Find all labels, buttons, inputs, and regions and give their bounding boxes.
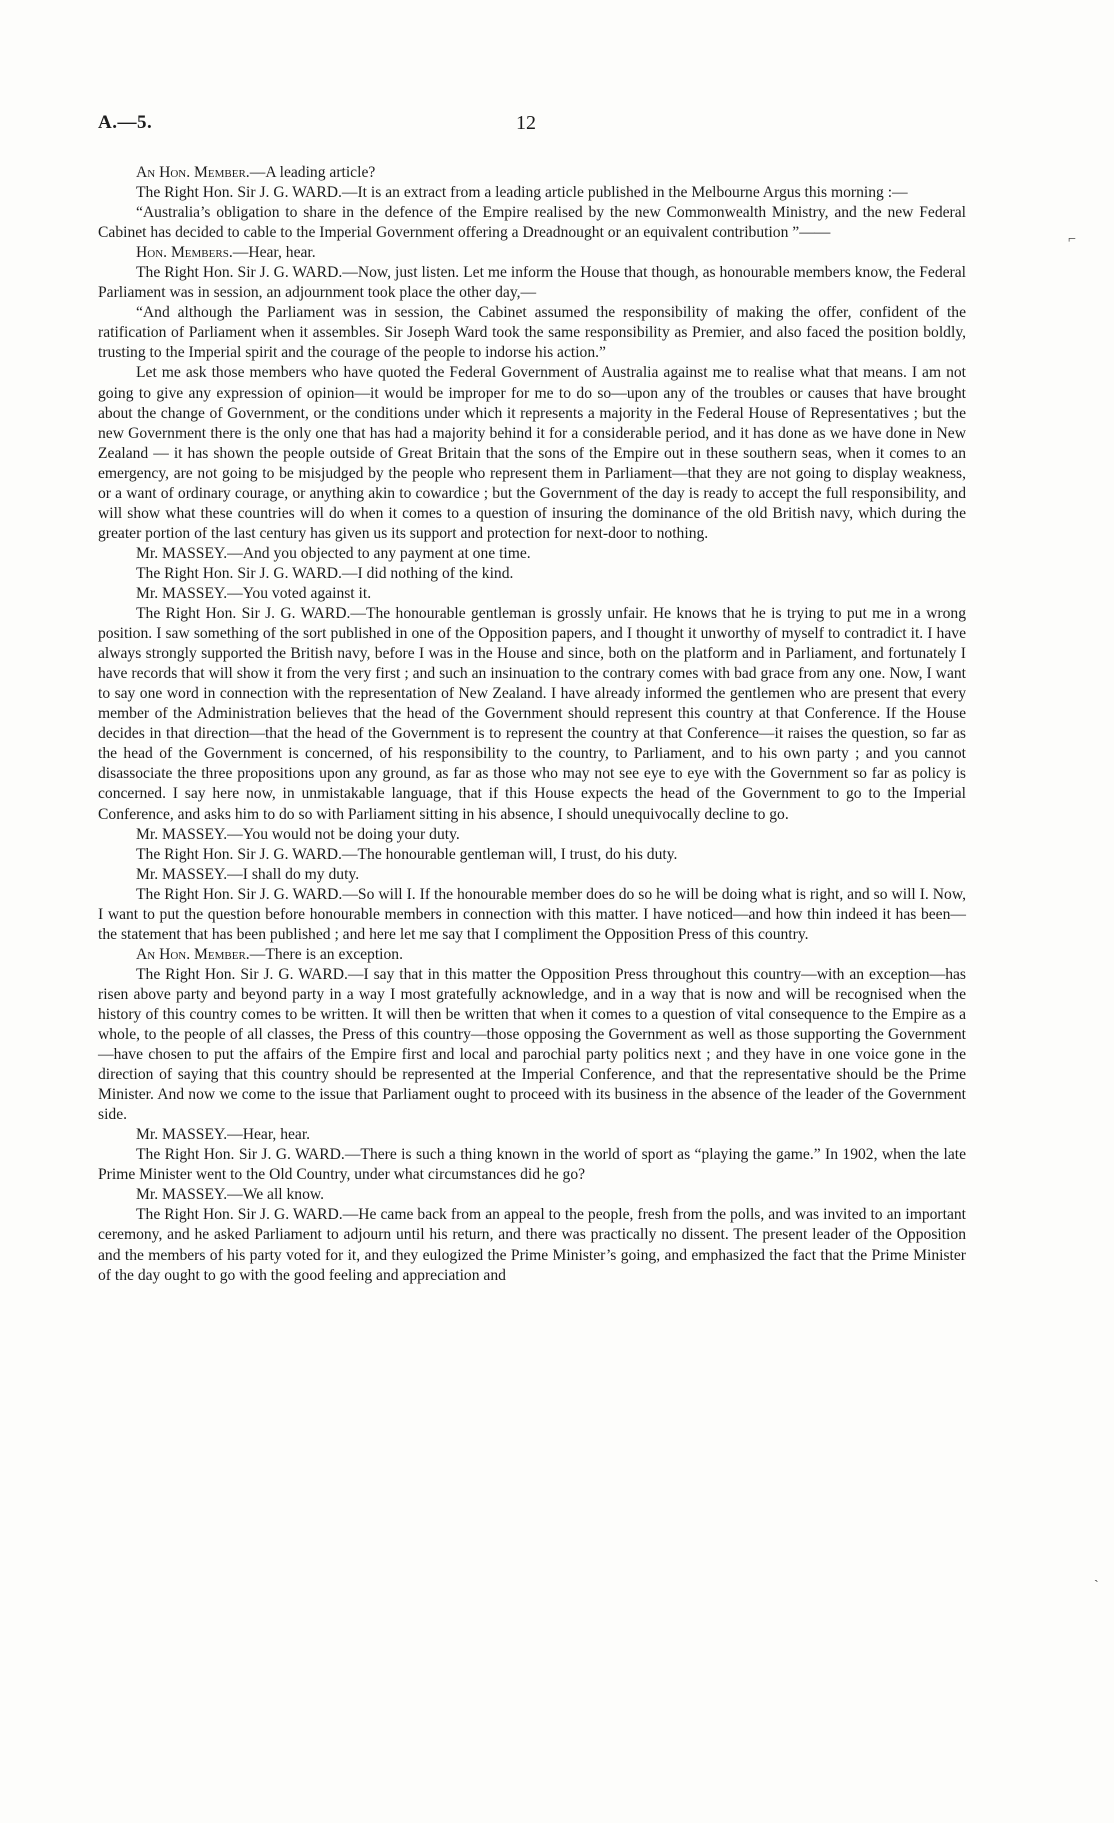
paragraph	[98, 965, 966, 1125]
paragraph	[98, 163, 966, 183]
paragraph	[98, 604, 966, 825]
paragraph	[98, 263, 966, 303]
paragraph	[98, 845, 966, 865]
paragraph	[98, 945, 966, 965]
margin-scribble: ⌐	[1068, 232, 1076, 247]
paragraph	[98, 1205, 966, 1285]
paragraph-text: The Right Hon. Sir J. G. WARD.—I say that in this matter the Opposition Press throughout this country—with an exception—has risen above party and beyond party in a way I most gratefully acknowledge, and in a way that is now and will be recognised when the history of this country comes to be written. It will then be written that when it comes to a question of vital consequence to the Empire as a whole, to the people of all classes, the Press of this country—those opposing the Government as well as those supporting the Government—have chosen to put the affairs of the Empire first and local and parochial party politics next ; and they have in one voice gone in the direction of saying that this country should be represented at the Imperial Conference, and that the representative should be the Prime Minister. And now we come to the issue that Parliament ought to proceed with its business in the absence of the leader of the Government side.	[98, 965, 966, 1124]
paragraph-text: The Right Hon. Sir J. G. WARD.—The honourable gentleman will, I trust, do his duty.	[136, 845, 678, 863]
paragraph	[98, 203, 966, 243]
paragraph	[98, 183, 966, 203]
paragraph	[98, 363, 966, 543]
paragraph-text: —There is an exception.	[249, 945, 403, 963]
paragraph-text: Mr. MASSEY.—You voted against it.	[136, 584, 372, 602]
paragraph	[98, 584, 966, 604]
paragraph	[98, 825, 966, 845]
speaker-label: An Hon. Member.	[136, 945, 250, 963]
paragraph-text: —A leading article?	[249, 164, 376, 181]
document-body	[98, 163, 966, 1286]
paragraph	[98, 1145, 966, 1185]
paragraph	[98, 1125, 966, 1145]
paragraph-text: Mr. MASSEY.—And you objected to any payment at one time.	[136, 544, 531, 562]
paragraph-text: The Right Hon. Sir J. G. WARD.—It is an extract from a leading article published in the Melbourne Argus this morning :—	[136, 184, 908, 202]
paragraph	[98, 564, 966, 584]
paragraph	[98, 1185, 966, 1205]
paragraph-text: “Australia’s obligation to share in the defence of the Empire realised by the new Commonwealth Ministry, and the new Federal Cabinet has decided to cable to the Imperial Government offering a Dreadnought or an equivalent contribution ”——	[98, 204, 966, 242]
speaker-label: An Hon. Member.	[136, 164, 250, 181]
paragraph-text: Let me ask those members who have quoted the Federal Government of Australia against me to realise what that means. I am not going to give any expression of opinion—it would be improper for me to do so—upon any of the troubles or causes that have brought about the change of Government, or the conditions under which it represents a majority in the Federal House of Representatives ; but the new Government there is the only one that has had a majority behind it for a considerable period, and it has done as we have done in New Zealand — it has shown the people outside of Great Britain that the sons of the Empire out in these southern seas, when it comes to an emergency, are not going to be misjudged by the people who represent them in Parliament—that they are not going to display weakness, or a want of ordinary courage, or anything akin to cowardice ; but the Government of the day is ready to accept the full responsibility, and will show what these countries will do when it comes to a question of insuring the dominance of the old British navy, which during the greater portion of the last century has given us its support and protection for next-door to nothing.	[98, 364, 966, 542]
paragraph-text: The Right Hon. Sir J. G. WARD.—I did nothing of the kind.	[136, 564, 514, 582]
paragraph	[98, 544, 966, 564]
page-number: 12	[516, 112, 536, 134]
paragraph	[98, 243, 966, 263]
paragraph-text: The Right Hon. Sir J. G. WARD.—Now, just listen. Let me inform the House that though, as honourable members know, the Federal Parliament was in session, an adjournment took place the other day,—	[98, 264, 966, 302]
paragraph-text: Mr. MASSEY.—Hear, hear.	[136, 1126, 311, 1144]
page-header	[98, 112, 1018, 142]
paragraph-text: Mr. MASSEY.—You would not be doing your duty.	[136, 825, 460, 843]
page-reference: A.—5.	[98, 112, 153, 133]
paragraph	[98, 865, 966, 885]
paragraph-text: Mr. MASSEY.—I shall do my duty.	[136, 865, 360, 883]
paragraph-text: The Right Hon. Sir J. G. WARD.—He came back from an appeal to the people, fresh from the polls, and was invited to an important ceremony, and he asked Parliament to adjourn until his return, and there was practically no dissent. The present leader of the Opposition and the members of his party voted for it, and they eulogized the Prime Minister’s going, and emphasized the fact that the Prime Minister of the day ought to go with the good feeling and appreciation and	[98, 1206, 966, 1284]
paragraph-text: The Right Hon. Sir J. G. WARD.—There is such a thing known in the world of sport as “playing the game.” In 1902, when the late Prime Minister went to the Old Country, under what circumstances did he go?	[98, 1146, 966, 1184]
paragraph-text: The Right Hon. Sir J. G. WARD.—The honourable gentleman is grossly unfair. He knows that he is trying to put me in a wrong position. I saw something of the sort published in one of the Opposition papers, and I thought it unworthy of myself to contradict it. I have always strongly supported the British navy, before I was in the House and since, both on the platform and in Parliament, and fortunately I have records that will show it from the very first ; and such an insinuation to the contrary comes with bad grace from any one. Now, I want to say one word in connection with the representation of New Zealand. I have already informed the gentlemen who are present that every member of the Administration believes that the head of the Government should represent this country at that Conference. If the House decides in that direction—that the head of the Government is to represent the country at that Conference—it raises the question, so far as the head of the Government is concerned, of his responsibility to the country, to Parliament, and to his own party ; and you cannot disassociate the three propositions upon any ground, as far as those who may not see eye to eye with the Government so far as policy is concerned. I say here now, in unmistakable language, that if this House expects the head of the Government to go to the Imperial Conference, and asks him to do so with Parliament sitting in his absence, I should unequivocally decline to go.	[98, 605, 966, 823]
paragraph-text: The Right Hon. Sir J. G. WARD.—So will I. If the honourable member does do so he will be doing what is right, and so will I. Now, I want to put the question before honourable members in connection with this matter. I have noticed—and how thin indeed it has been—the statement that has been published ; and here let me say that I compliment the Opposition Press of this country.	[98, 885, 966, 943]
speaker-label: Hon. Members.	[136, 244, 233, 262]
paragraph	[98, 303, 966, 363]
margin-tick: ˏ	[1094, 1568, 1099, 1583]
paragraph	[98, 885, 966, 945]
paragraph-text: Mr. MASSEY.—We all know.	[136, 1186, 325, 1204]
paragraph-text: —Hear, hear.	[232, 244, 316, 262]
paragraph-text: “And although the Parliament was in session, the Cabinet assumed the responsibility of making the offer, confident of the ratification of Parliament when it assembles. Sir Joseph Ward took the same responsibility as Premier, and also faced the position boldly, trusting to the Imperial spirit and the courage of the people to indorse his action.”	[98, 304, 966, 362]
